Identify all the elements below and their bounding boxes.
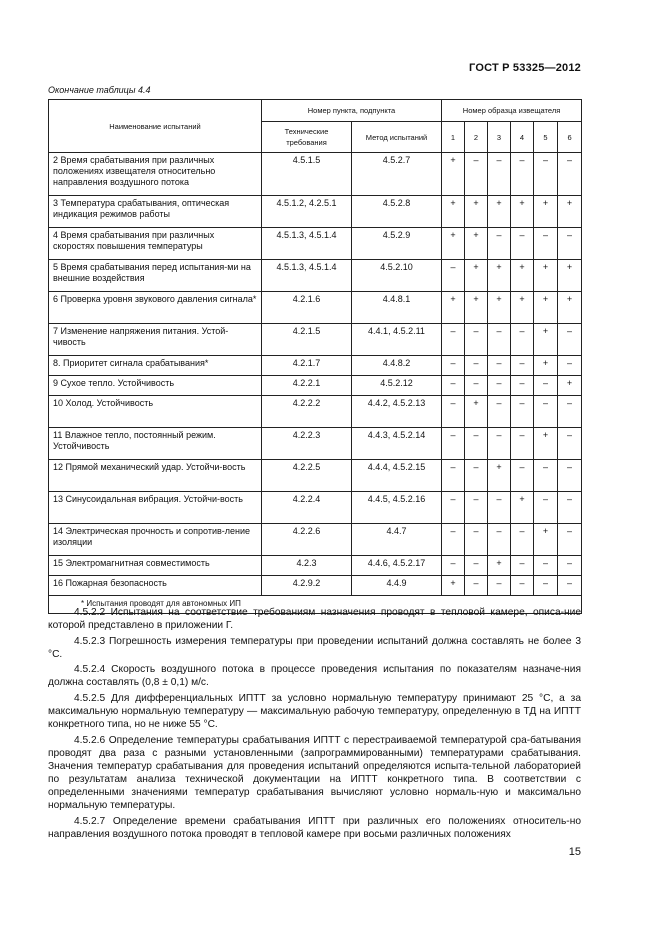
sample-mark-cell: + [511,492,534,524]
sample-mark-cell: – [558,576,582,596]
sample-mark-cell: – [558,153,582,196]
sample-mark-cell: – [534,576,558,596]
sample-mark-cell: – [442,324,465,356]
sample-mark-cell: + [488,292,511,324]
table-row [49,396,582,428]
tech-req-cell: 4.2.2.3 [262,428,352,460]
tech-req-cell: 4.2.2.6 [262,524,352,556]
tech-req-cell: 4.2.2.5 [262,460,352,492]
sample-mark-cell: + [534,428,558,460]
tech-req-cell: 4.5.1.5 [262,153,352,196]
test-name-cell: 5 Время срабатывания перед испытания-ми на внешние воздействия [49,260,262,292]
sample-mark-cell: – [534,153,558,196]
method-cell: 4.5.2.8 [352,196,442,228]
test-name-cell: 4 Время срабатывания при различных скоростях повышения температуры [49,228,262,260]
sample-mark-cell: – [558,396,582,428]
sample-mark-cell: – [558,356,582,376]
sample-mark-cell: – [488,153,511,196]
sample-mark-cell: – [558,428,582,460]
table-row [49,428,582,460]
table-row [49,556,582,576]
sample-mark-cell: – [534,228,558,260]
method-cell: 4.4.9 [352,576,442,596]
sample-mark-cell: + [534,196,558,228]
col-header-name: Наименование испытаний [49,100,262,153]
sample-mark-cell: + [534,292,558,324]
tech-req-cell: 4.5.1.3, 4.5.1.4 [262,260,352,292]
test-name-cell: 14 Электрическая прочность и сопротив-ление изоляции [49,524,262,556]
sample-mark-cell: + [534,356,558,376]
sample-mark-cell: – [511,396,534,428]
method-cell: 4.4.1, 4.5.2.11 [352,324,442,356]
sample-mark-cell: + [558,196,582,228]
col-header-tech: Технические требования [262,122,352,153]
sample-mark-cell: – [511,460,534,492]
sample-mark-cell: – [558,228,582,260]
sample-mark-cell: – [488,356,511,376]
sample-mark-cell: + [558,292,582,324]
sample-mark-cell: – [465,324,488,356]
test-name-cell: 9 Сухое тепло. Устойчивость [49,376,262,396]
sample-mark-cell: – [558,524,582,556]
test-name-cell: 15 Электромагнитная совместимость [49,556,262,576]
method-cell: 4.5.2.10 [352,260,442,292]
sample-mark-cell: – [511,376,534,396]
sample-mark-cell: – [534,460,558,492]
test-name-cell: 7 Изменение напряжения питания. Устой-чивость [49,324,262,356]
sample-number: 6 [558,122,582,153]
body-text [48,606,581,844]
table-row [49,153,582,196]
sample-number: 4 [511,122,534,153]
sample-mark-cell: – [488,524,511,556]
sample-mark-cell: – [488,396,511,428]
sample-mark-cell: – [511,324,534,356]
sample-mark-cell: + [442,153,465,196]
sample-mark-cell: + [511,292,534,324]
sample-mark-cell: – [511,556,534,576]
sample-mark-cell: + [442,196,465,228]
sample-mark-cell: + [558,260,582,292]
sample-mark-cell: – [558,492,582,524]
table-row [49,292,582,324]
sample-mark-cell: + [534,260,558,292]
tech-req-cell: 4.2.2.1 [262,376,352,396]
test-name-cell: 12 Прямой механический удар. Устойчи-вость [49,460,262,492]
test-name-cell: 3 Температура срабатывания, оптическая индикация режимов работы [49,196,262,228]
tests-table [48,99,582,614]
sample-mark-cell: – [488,376,511,396]
sample-mark-cell: + [465,396,488,428]
tech-req-cell: 4.2.1.5 [262,324,352,356]
sample-mark-cell: – [442,492,465,524]
table-row [49,524,582,556]
method-cell: 4.4.3, 4.5.2.14 [352,428,442,460]
paragraph: 4.5.2.3 Погрешность измерения температуры при проведении испытаний должна составлять не более 3 °С. [48,635,581,660]
sample-mark-cell: – [442,460,465,492]
table-row [49,260,582,292]
sample-mark-cell: – [442,376,465,396]
sample-mark-cell: + [511,196,534,228]
tech-req-cell: 4.2.1.7 [262,356,352,376]
sample-mark-cell: – [534,556,558,576]
sample-number: 5 [534,122,558,153]
sample-mark-cell: – [511,428,534,460]
sample-mark-cell: – [488,492,511,524]
method-cell: 4.4.6, 4.5.2.17 [352,556,442,576]
sample-mark-cell: – [465,356,488,376]
method-cell: 4.5.2.7 [352,153,442,196]
sample-mark-cell: + [488,260,511,292]
sample-mark-cell: – [465,460,488,492]
sample-mark-cell: + [488,556,511,576]
sample-mark-cell: – [534,396,558,428]
tech-req-cell: 4.2.9.2 [262,576,352,596]
sample-mark-cell: – [488,324,511,356]
tech-req-cell: 4.2.1.6 [262,292,352,324]
method-cell: 4.5.2.12 [352,376,442,396]
sample-mark-cell: + [488,460,511,492]
sample-mark-cell: + [558,376,582,396]
sample-mark-cell: – [465,428,488,460]
sample-mark-cell: + [465,292,488,324]
sample-mark-cell: – [558,556,582,576]
sample-mark-cell: – [465,524,488,556]
sample-mark-cell: – [465,556,488,576]
method-cell: 4.4.4, 4.5.2.15 [352,460,442,492]
sample-mark-cell: – [442,260,465,292]
col-header-method: Метод испытаний [352,122,442,153]
standard-designation: ГОСТ Р 53325—2012 [469,62,581,74]
sample-mark-cell: + [465,196,488,228]
table-row [49,376,582,396]
col-header-clause: Номер пункта, подпункта [262,100,442,122]
sample-mark-cell: – [442,524,465,556]
test-name-cell: 13 Синусоидальная вибрация. Устойчи-вость [49,492,262,524]
sample-mark-cell: + [465,260,488,292]
method-cell: 4.4.8.1 [352,292,442,324]
tech-req-cell: 4.5.1.3, 4.5.1.4 [262,228,352,260]
sample-mark-cell: – [511,524,534,556]
method-cell: 4.4.7 [352,524,442,556]
sample-mark-cell: – [442,428,465,460]
sample-mark-cell: – [465,576,488,596]
sample-mark-cell: – [465,376,488,396]
method-cell: 4.4.2, 4.5.2.13 [352,396,442,428]
sample-number: 1 [442,122,465,153]
table-caption: Окончание таблицы 4.4 [48,85,151,95]
sample-mark-cell: – [442,556,465,576]
sample-mark-cell: – [534,376,558,396]
method-cell: 4.4.8.2 [352,356,442,376]
sample-mark-cell: + [442,576,465,596]
table-row [49,196,582,228]
tech-req-cell: 4.2.2.2 [262,396,352,428]
sample-mark-cell: + [488,196,511,228]
test-name-cell: 6 Проверка уровня звукового давления сигнала* [49,292,262,324]
test-name-cell: 11 Влажное тепло, постоянный режим. Устойчивость [49,428,262,460]
table-row [49,576,582,596]
sample-mark-cell: – [488,428,511,460]
table-row [49,228,582,260]
table-row [49,356,582,376]
method-cell: 4.5.2.9 [352,228,442,260]
tech-req-cell: 4.5.1.2, 4.2.5.1 [262,196,352,228]
sample-mark-cell: + [442,228,465,260]
tech-req-cell: 4.2.3 [262,556,352,576]
sample-mark-cell: – [511,228,534,260]
test-name-cell: 8. Приоритет сигнала срабатывания* [49,356,262,376]
sample-number: 2 [465,122,488,153]
sample-mark-cell: – [442,356,465,376]
page-number: 15 [568,846,581,858]
table-row [49,492,582,524]
sample-mark-cell: – [465,153,488,196]
sample-mark-cell: – [442,396,465,428]
test-name-cell: 10 Холод. Устойчивость [49,396,262,428]
sample-mark-cell: + [534,524,558,556]
sample-mark-cell: – [488,228,511,260]
sample-mark-cell: – [511,153,534,196]
sample-mark-cell: – [511,576,534,596]
sample-mark-cell: + [511,260,534,292]
table-row [49,460,582,492]
test-name-cell: 2 Время срабатывания при различных положениях извещателя относительно направления воздушного потока [49,153,262,196]
sample-mark-cell: + [534,324,558,356]
sample-number: 3 [488,122,511,153]
paragraph: 4.5.2.4 Скорость воздушного потока в процессе проведения испытания по показателям назначе-ния должна составлять (0,8 ± 0,1) м/с. [48,664,581,689]
method-cell: 4.4.5, 4.5.2.16 [352,492,442,524]
sample-mark-cell: – [465,492,488,524]
tech-req-cell: 4.2.2.4 [262,492,352,524]
paragraph: 4.5.2.5 Для дифференциальных ИПТТ за условно нормальную температуру принимают 25 °С, а за максимальную нормальную температуру — максимальную рабочую температуру, определенную в ТД на ИПТТ конкретного типа, но не ниже 55 °С. [48,693,581,731]
sample-mark-cell: – [558,324,582,356]
table-row [49,324,582,356]
sample-mark-cell: + [442,292,465,324]
col-header-sample: Номер образца извещателя [442,100,582,122]
sample-mark-cell: – [534,492,558,524]
paragraph: 4.5.2.2 Испытания на соответствие требованиям назначения проводят в тепловой камере, описа-ние которой представлено в приложении Г. [48,607,581,632]
test-name-cell: 16 Пожарная безопасность [49,576,262,596]
paragraph: 4.5.2.6 Определение температуры срабатывания ИПТТ с перестраиваемой температурой сра-батывания проводят два раза с разными установленными (запрограммированными) температурами срабатывания. Значения температур срабатывания для проведения испытаний определяются испыта-тельной лабораторией по результатам анализа технической документации на ИПТТ конкретного типа. В соответствии с определенными значениями температур срабатывания вычисляют условно нормаль-ную и максимально нормальную температуры. [48,734,581,812]
sample-mark-cell: – [488,576,511,596]
table-footnote: * Испытания проводят для автономных ИП [49,596,582,614]
sample-mark-cell: – [558,460,582,492]
sample-mark-cell: – [511,356,534,376]
paragraph: 4.5.2.7 Определение времени срабатывания ИПТТ при различных его положениях относитель-но направления воздушного потока проводят в тепловой камере при восьми различных положениях [48,815,581,840]
sample-mark-cell: + [465,228,488,260]
